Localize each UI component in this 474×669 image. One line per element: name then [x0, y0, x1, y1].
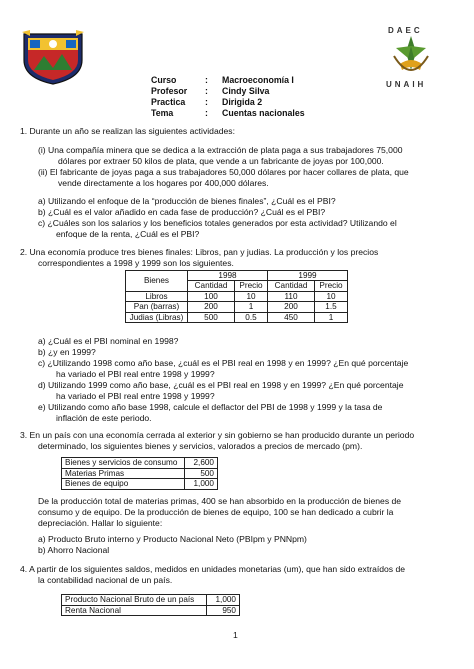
table-cell: Judias (Libras) [126, 312, 188, 322]
table-cell: 500 [188, 312, 235, 322]
table-subheader: Precio [235, 281, 268, 291]
table-row [126, 291, 348, 301]
q1-intro: 1. Durante un año se realizan las siguientes actividades: [20, 126, 235, 136]
daec-logo [380, 26, 442, 92]
q1-item-i-line1: (i) Una compañía minera que se dedica a la extracción de plata paga a sus trabajadores 75,000 [38, 145, 403, 155]
table-cell: 1 [315, 312, 348, 322]
header-value-tema: Cuentas nacionales [222, 108, 305, 118]
table-cell: Bienes de equipo [62, 479, 185, 490]
table-row [126, 302, 348, 312]
q2-part-e-line2: inflación de este periodo. [56, 413, 152, 423]
q2-part-c-line2: ha variado el PBI real entre 1998 y 1999? [56, 369, 215, 379]
q2-production-table [125, 270, 348, 323]
daec-logo-top-text: DAEC [388, 26, 423, 35]
q4-balances-table [61, 594, 240, 616]
table-row [62, 468, 218, 479]
q1-part-c-line2: enfoque de la renta, ¿Cuál es el PBI? [56, 229, 200, 239]
q2-part-d-line2: ha variado el PBI real entre 1998 y 1999? [56, 391, 215, 401]
q3-paragraph-line1: De la producción total de materias primas, 400 se han absorbido en la producción de bienes de [38, 496, 402, 506]
header-sep: : [205, 86, 208, 96]
table-cell: 1,000 [185, 479, 218, 490]
table-cell: Bienes y servicios de consumo [62, 458, 185, 469]
table-row [62, 605, 240, 616]
table-cell: Producto Nacional Bruto de un país [62, 595, 207, 606]
table-cell: Materias Primas [62, 468, 185, 479]
header-label-practica: Practica [151, 97, 186, 107]
table-cell: Pan (barras) [126, 302, 188, 312]
q1-part-c-line1: c) ¿Cuáles son los salarios y los beneficios totales generados por esta actividad? Utilizando el [38, 218, 397, 228]
table-cell: 10 [235, 291, 268, 301]
header-sep: : [205, 75, 208, 85]
q4-intro-line1: 4. A partir de los siguientes saldos, medidos en unidades monetarias (um), que han sido extraídos de [20, 564, 406, 574]
q3-intro-line2: determinado, los siguientes bienes y servicios, valorados a precios de mercado (pm). [38, 441, 363, 451]
header-value-practica: Dirigida 2 [222, 97, 263, 107]
header-sep: : [205, 108, 208, 118]
table-cell: 10 [315, 291, 348, 301]
table-cell: 200 [188, 302, 235, 312]
table-cell: 200 [268, 302, 315, 312]
q3-goods-table [61, 457, 218, 490]
q3-intro-line1: 3. En un país con una economía cerrada al exterior y sin gobierno se han producido durante un periodo [20, 430, 415, 440]
table-cell: 950 [207, 605, 240, 616]
q1-part-b: b) ¿Cuál es el valor añadido en cada fase de producción? ¿Cuál es el PBI? [38, 207, 326, 217]
table-cell: 1.5 [315, 302, 348, 312]
table-cell: 100 [188, 291, 235, 301]
daec-logo-bottom-text: UNAIH [386, 80, 427, 89]
q2-intro-line2: correspondientes a 1998 y 1999 son los siguientes. [38, 258, 234, 268]
table-subheader: Cantidad [188, 281, 235, 291]
table-cell: 1 [235, 302, 268, 312]
university-crest-logo [20, 30, 86, 86]
table-cell: Libros [126, 291, 188, 301]
table-cell: Renta Nacional [62, 605, 207, 616]
q3-part-b: b) Ahorro Nacional [38, 545, 110, 555]
table-cell: 110 [268, 291, 315, 301]
q1-item-i-line2: dólares por extraer 50 kilos de plata, que vende a un fabricante de joyas por 100,000. [58, 156, 384, 166]
q2-part-c-line1: c) ¿Utilizando 1998 como año base, ¿cuál es el PBI real en 1998 y en 1999? ¿En qué porcentaje [38, 358, 409, 368]
q1-item-ii-line2: vende directamente a los hogares por 400,000 dólares. [58, 178, 269, 188]
table-header-year-1998: 1998 [188, 271, 268, 281]
table-header-year-1999: 1999 [268, 271, 348, 281]
q3-paragraph-line3: depreciación. Hallar lo siguiente: [38, 518, 163, 528]
header-label-tema: Tema [151, 108, 174, 118]
table-row [62, 595, 240, 606]
header-value-curso: Macroeconomía I [222, 75, 294, 85]
q3-paragraph-line2: consumo y de equipo. De la producción de bienes de equipo, 100 se han dedicado a cubrir la [38, 507, 394, 517]
table-cell: 2,600 [185, 458, 218, 469]
table-cell: 0.5 [235, 312, 268, 322]
table-row [126, 312, 348, 322]
q2-part-d-line1: d) Utilizando 1999 como año base, ¿cuál es el PBI real en 1998 y en 1999? ¿En qué porcentaje [38, 380, 404, 390]
table-subheader: Precio [315, 281, 348, 291]
q1-part-a: a) Utilizando el enfoque de la “producción de bienes finales”, ¿Cuál es el PBI? [38, 196, 336, 206]
q4-intro-line2: la contabilidad nacional de un país. [38, 575, 173, 585]
table-row [62, 458, 218, 469]
q2-part-b: b) ¿y en 1999? [38, 347, 96, 357]
q2-intro-line1: 2. Una economía produce tres bienes finales: Libros, pan y judias. La producción y los precios [20, 247, 379, 257]
table-row [62, 479, 218, 490]
table-cell: 500 [185, 468, 218, 479]
q1-item-ii-line1: (ii) El fabricante de joyas paga a sus trabajadores 50,000 dólares por hacer collares de plata, que [38, 167, 409, 177]
header-label-curso: Curso [151, 75, 177, 85]
table-cell: 450 [268, 312, 315, 322]
header-sep: : [205, 97, 208, 107]
q3-part-a: a) Producto Bruto interno y Producto Nacional Neto (PBIpm y PNNpm) [38, 534, 307, 544]
header-value-profesor: Cindy Silva [222, 86, 270, 96]
q2-part-e-line1: e) Utilizando como año base 1998, calcule el deflactor del PBI de 1998 y 1999 y la tasa de [38, 402, 383, 412]
table-header-bienes: Bienes [126, 271, 188, 292]
table-cell: 1,000 [207, 595, 240, 606]
table-subheader: Cantidad [268, 281, 315, 291]
header-label-profesor: Profesor [151, 86, 188, 96]
q2-part-a: a) ¿Cuál es el PBI nominal en 1998? [38, 336, 179, 346]
page-number: 1 [233, 630, 238, 640]
